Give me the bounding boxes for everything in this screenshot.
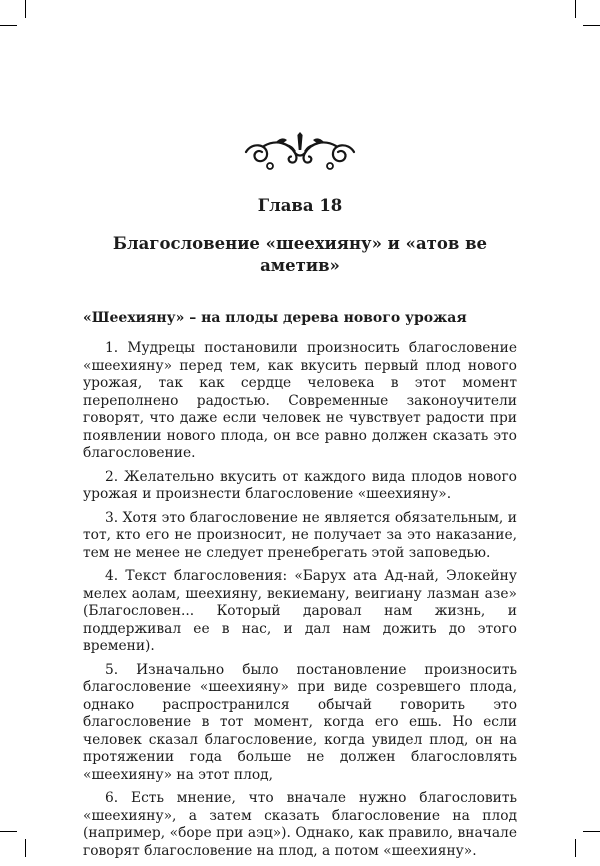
crop-mark	[0, 831, 17, 832]
page-content	[83, 131, 517, 866]
paragraph: 6. Есть мнение, что вначале нужно благословить «шеехияну», а затем сказать благословение на плод (например, «боре при аэц»). Однако, как правило, вначале говорят благословение на плод, а потом «шеехияну».	[83, 790, 517, 859]
chapter-heading: Глава 18	[257, 196, 343, 215]
crop-mark	[575, 839, 576, 857]
crop-mark	[25, 0, 26, 18]
section-subheading: «Шеехияну» – на плоды дерева нового урожая	[83, 310, 467, 326]
paragraph: 1. Мудрецы постановили произносить благословение «шеехияну» перед тем, как вкусить первый плод нового урожая, так как сердце человека в этот момент переполнено радостью. Современные законоучители говорят, что даже если человек не чувствует радости при появлении нового плода, он все равно должен сказать это благословение.	[83, 340, 517, 461]
paragraph: 2. Желательно вкусить от каждого вида плодов нового урожая и произнести благословение «шеехияну».	[83, 468, 517, 502]
fleuron-ornament-icon	[83, 131, 517, 177]
paragraph: 3. Хотя это благословение не является обязательным, и тот, кто его не произносит, не получает за это наказание, тем не менее не следует пренебрегать этой заповедью.	[83, 509, 517, 561]
crop-mark	[583, 25, 600, 26]
crop-mark	[575, 0, 576, 18]
crop-mark	[0, 25, 17, 26]
chapter-title: Благословение «шеехияну» и «атов ве аметив»	[112, 234, 488, 275]
body-text	[83, 340, 517, 860]
paragraph: 5. Изначально было постановление произносить благословение «шеехияну» при виде созревшего плода, однако распространился обычай говорить это благословение в тот момент, когда его ешь. Но если человек сказал благословение, когда увидел плод, он на протяжении года больше не должен благословлять «шеехияну» на этот плод,	[83, 661, 517, 783]
crop-mark	[583, 831, 600, 832]
paragraph: 4. Текст благословения: «Барух ата Ад-най, Элокейну мелех аолам, шеехияну, векиеману, веигиану лазман азе» (Благословен... Который даровал нам жизнь, и поддерживал ее в нас, и дал нам дожить до этого времени).	[83, 568, 517, 654]
crop-mark	[25, 839, 26, 857]
